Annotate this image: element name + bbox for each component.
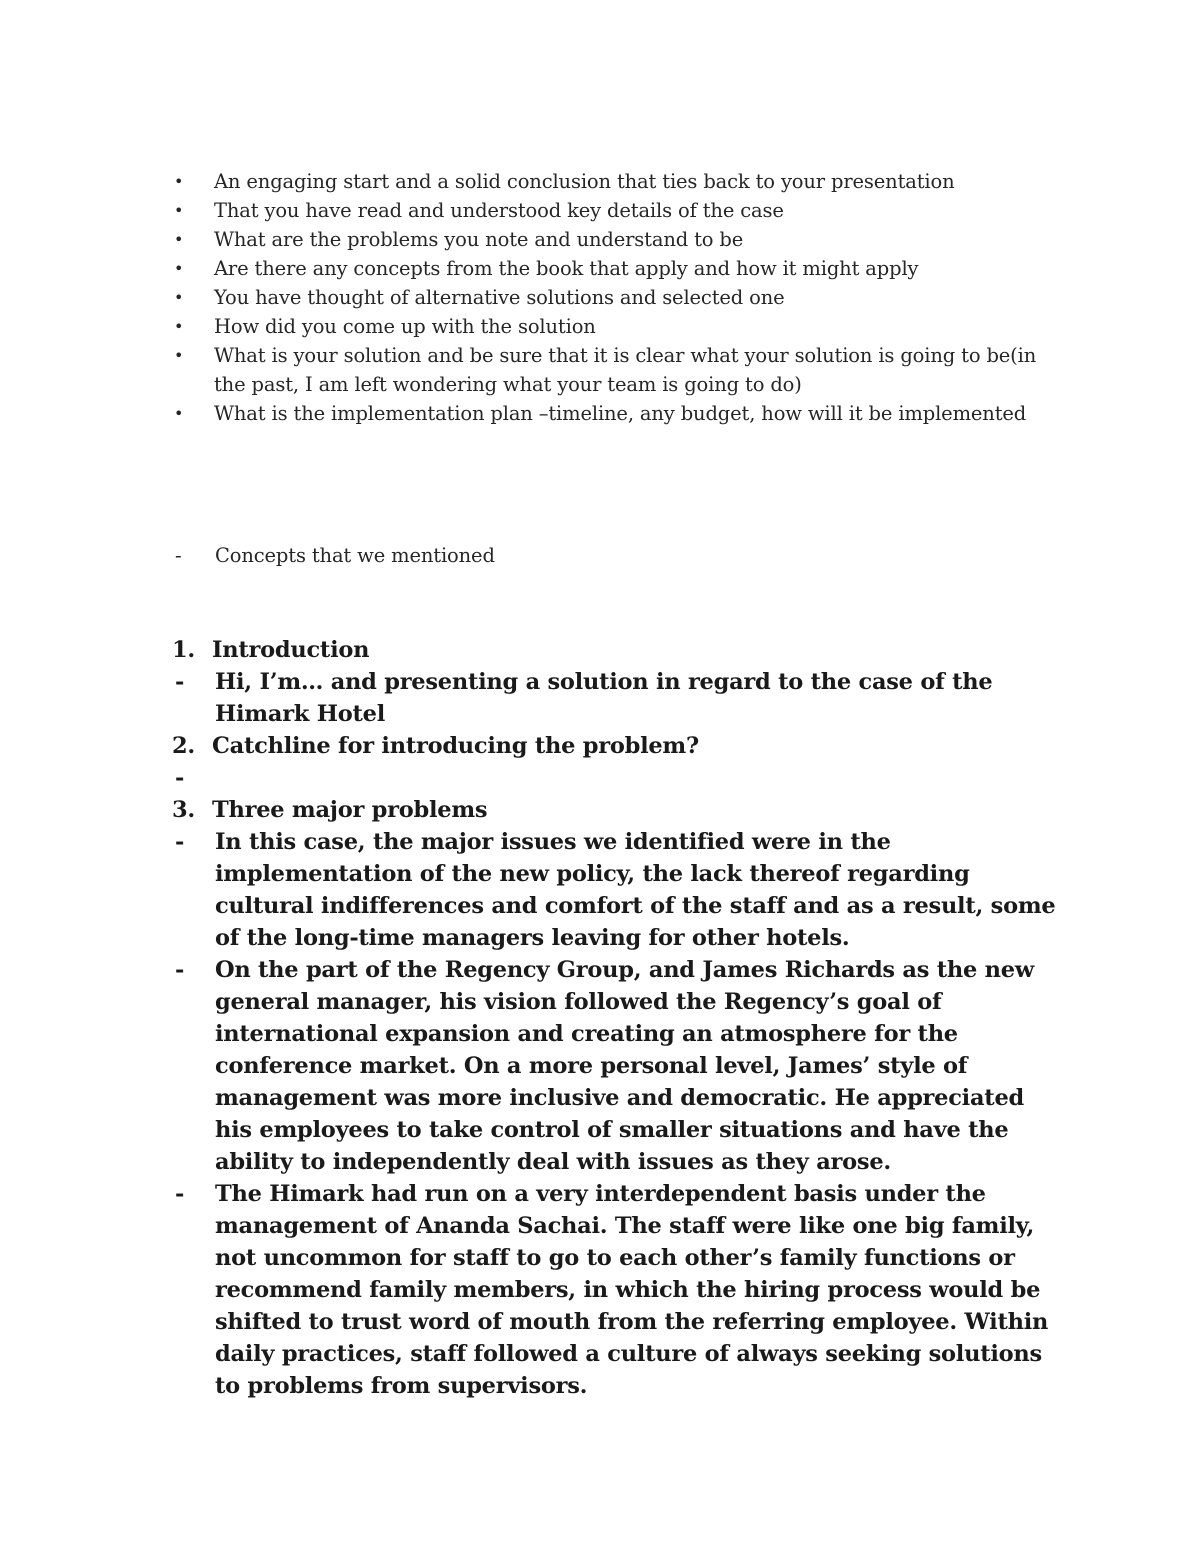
dash-marker: - [175,544,182,567]
outline-point-text: The Himark had run on a very interdependent basis under the management of Ananda Sachai. The staff were like one big family, not uncommon for staff to go to each other’s family functions or recommend family members, in which the hiring process would be shifted to trust word of mouth from the referring employee. Within daily practices, staff followed a culture of always seeking solutions to problems from supervisors. [215,1181,1049,1399]
bullet-item [172,341,1062,399]
concepts-note-text: Concepts that we mentioned [215,544,495,567]
bullet-item [172,399,1062,428]
bullet-text: That you have read and understood key details of the case [214,199,784,222]
outline-point [172,954,1062,1178]
outline-point-text: Hi, I’m… and presenting a solution in regard to the case of the Himark Hotel [215,669,993,727]
outline-point-text: On the part of the Regency Group, and James Richards as the new general manager, his vision followed the Regency’s goal of international expansion and creating an atmosphere for the conference market. On a more personal level, James’ style of management was more inclusive and democratic. He appreciated his employees to take control of smaller situations and have the ability to independently deal with issues as they arose. [215,957,1034,1175]
outline-heading-text: Introduction [212,637,370,663]
presentation-outline [172,634,1062,1402]
bullet-text: What is the implementation plan –timeline, any budget, how will it be implemented [214,402,1027,425]
bullet-item [172,225,1062,254]
bullet-marker: • [174,201,184,220]
dash-marker: - [175,669,185,695]
requirements-bullet-list [172,167,1062,428]
dash-item [172,541,1062,570]
outline-point [172,826,1062,954]
outline-heading [172,794,1062,826]
outline-number: 1. [172,637,195,663]
outline-point [172,1178,1062,1402]
dash-marker: - [175,957,185,983]
outline-point-text: In this case, the major issues we identified were in the implementation of the new policy, the lack thereof regarding cultural indifferences and comfort of the staff and as a result, some of the long-time managers leaving for other hotels. [215,829,1056,951]
concepts-note [172,541,1062,570]
outline-point-text [215,762,1062,794]
outline-point [172,762,1062,794]
bullet-marker: • [174,317,184,336]
dash-marker: - [175,829,185,855]
bullet-item [172,196,1062,225]
outline-heading-text: Catchline for introducing the problem? [212,733,699,759]
bullet-item [172,312,1062,341]
outline-number: 2. [172,733,195,759]
bullet-marker: • [174,230,184,249]
bullet-marker: • [174,259,184,278]
outline-point [172,666,1062,730]
bullet-item [172,167,1062,196]
bullet-text: Are there any concepts from the book that apply and how it might apply [214,257,919,280]
bullet-marker: • [174,288,184,307]
bullet-marker: • [174,404,184,423]
outline-number: 3. [172,797,195,823]
outline-heading [172,730,1062,762]
dash-marker: - [175,1181,185,1207]
bullet-item [172,254,1062,283]
bullet-text: What are the problems you note and understand to be [214,228,744,251]
bullet-item [172,283,1062,312]
bullet-text: How did you come up with the solution [214,315,596,338]
dash-marker: - [175,765,185,791]
bullet-text: An engaging start and a solid conclusion that ties back to your presentation [214,170,955,193]
bullet-marker: • [174,172,184,191]
bullet-text: You have thought of alternative solutions and selected one [214,286,785,309]
outline-heading-text: Three major problems [212,797,488,823]
bullet-marker: • [174,346,184,365]
outline-heading [172,634,1062,666]
bullet-text: What is your solution and be sure that it is clear what your solution is going to be(in the past, I am left wondering what your team is going to do) [214,344,1037,396]
